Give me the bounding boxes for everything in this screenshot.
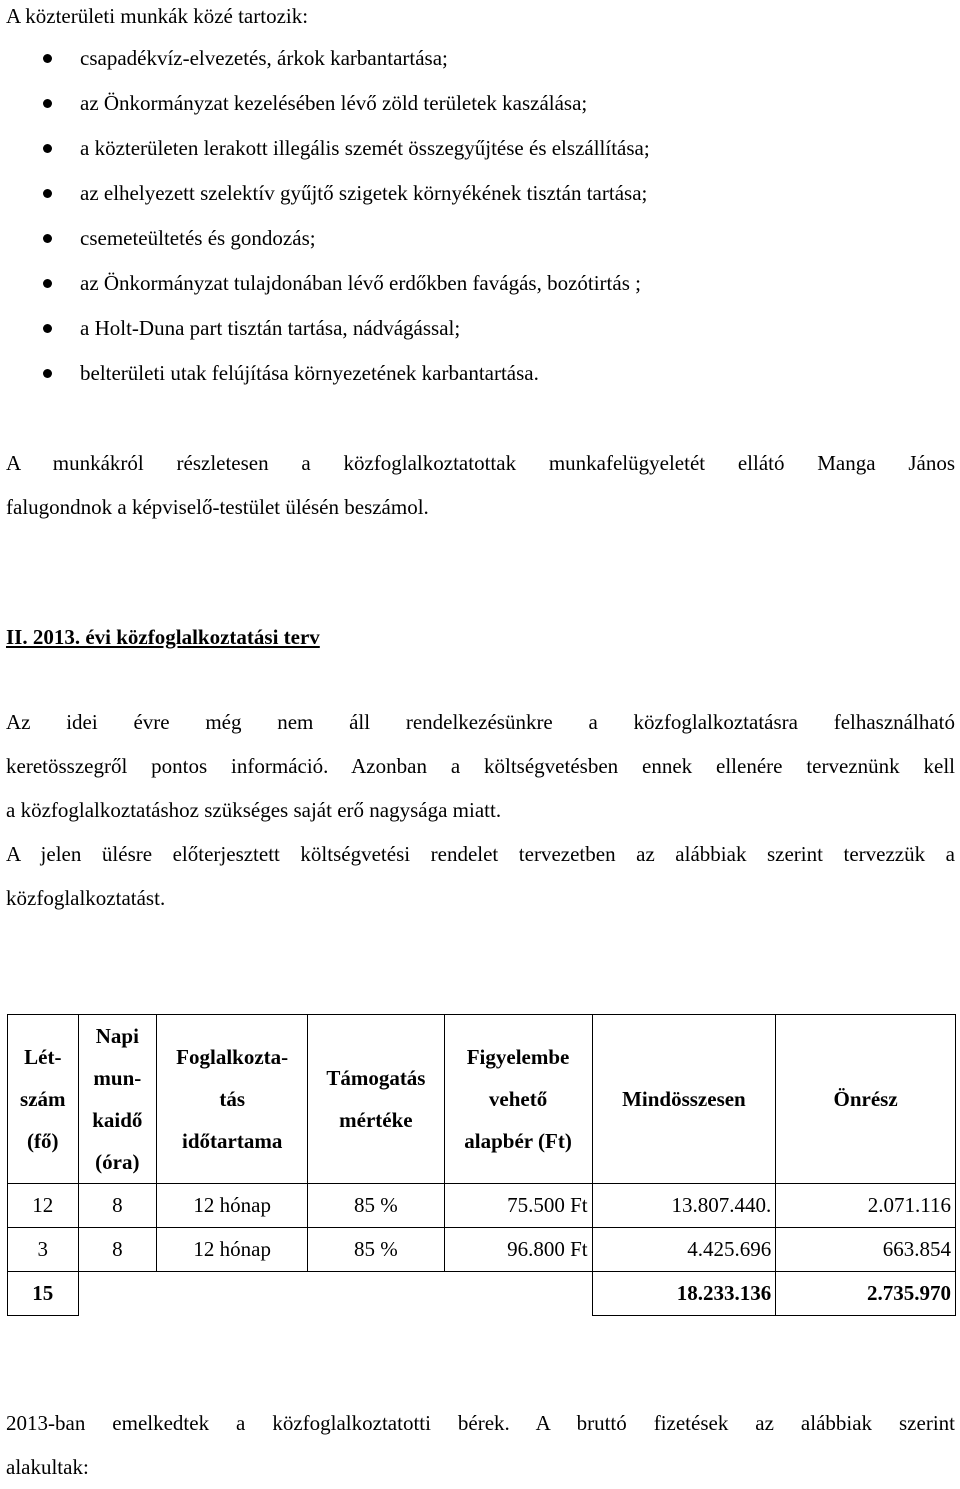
wages-paragraph: 2013-ban emelkedtek a közfoglalkoztatotti bérek. A bruttó fizetések az alábbiak szerint alakultak: (6, 1411, 955, 1479)
plan-paragraph: Az idei évre még nem áll rendelkezésünkre a közfoglalkoztatásra felhasználható keretösszegről pontos információ. Azonban a költségvetésben ennek ellenére terveznünk kell a közfoglalkoztatáshoz szükséges saját erő nagysága miatt. A jelen ülésre előterjesztett költségvetési rendelet tervezetben az alábbiak szerint tervezzük a közfoglalkoztatást. (6, 710, 955, 910)
list-item: a Holt-Duna part tisztán tartása, nádvágással; (6, 306, 650, 351)
header-napi-munkaido: Napi mun- kaidő (óra) (78, 1015, 156, 1184)
header-letszam: Lét- szám (fő) (8, 1015, 79, 1184)
report-paragraph: A munkákról részletesen a közfoglalkoztatottak munkafelügyeletét ellátó Manga János falugondnok a képviselő-testület ülésén beszámol. (6, 451, 955, 519)
bullet-icon (43, 279, 52, 288)
bullet-icon (43, 99, 52, 108)
table-header-row (8, 1015, 956, 1184)
table-total-row: 15 18.233.136 2.735.970 (8, 1272, 956, 1316)
header-onresz: Önrész (776, 1015, 956, 1184)
list-item: az Önkormányzat kezelésében lévő zöld területek kaszálása; (6, 81, 650, 126)
bullet-icon (43, 144, 52, 153)
header-mindosszesen: Mindösszesen (592, 1015, 776, 1184)
bullet-icon (43, 189, 52, 198)
bullet-icon (43, 324, 52, 333)
list-item: belterületi utak felújítása környezetének karbantartása. (6, 351, 650, 396)
header-idotartam: Foglalkozta- tás időtartama (157, 1015, 308, 1184)
bullet-icon (43, 234, 52, 243)
bullet-icon (43, 54, 52, 63)
list-item: a közterületen lerakott illegális szemét összegyűjtése és elszállítása; (6, 126, 650, 171)
list-item: csapadékvíz-elvezetés, árkok karbantartása; (6, 36, 650, 81)
table-row: 12 8 12 hónap 85 % 75.500 Ft 13.807.440. 2.071.116 (8, 1184, 956, 1228)
header-alapber: Figyelembe vehető alapbér (Ft) (444, 1015, 592, 1184)
employment-plan-table (7, 1014, 956, 1316)
section-title: II. 2013. évi közfoglalkoztatási terv (6, 625, 320, 649)
list-item: az Önkormányzat tulajdonában lévő erdőkben favágás, bozótirtás ; (6, 261, 650, 306)
table-row: 3 8 12 hónap 85 % 96.800 Ft 4.425.696 663.854 (8, 1228, 956, 1272)
intro-text: A közterületi munkák közé tartozik: (6, 4, 309, 28)
list-item: csemeteültetés és gondozás; (6, 216, 650, 261)
list-item: az elhelyezett szelektív gyűjtő szigetek környékének tisztán tartása; (6, 171, 650, 216)
bullet-icon (43, 369, 52, 378)
work-list (6, 36, 650, 396)
header-tamogatas: Támogatás mértéke (308, 1015, 444, 1184)
